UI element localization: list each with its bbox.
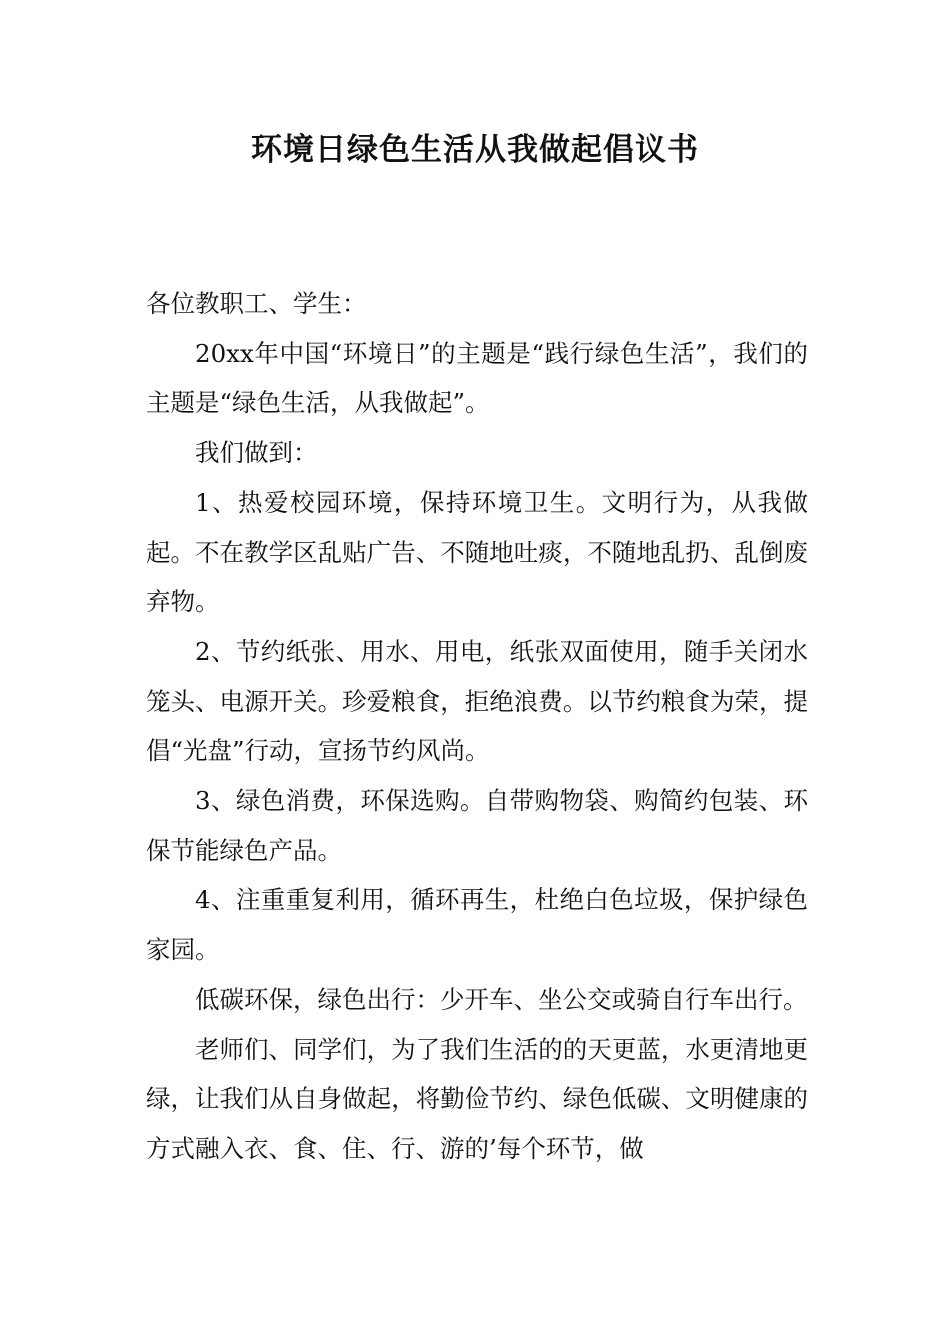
paragraph-item-4: 4、注重重复利用，循环再生，杜绝白色垃圾，保护绿色家园。 xyxy=(146,885,808,965)
salutation: 各位教职工、学生： xyxy=(146,289,367,318)
document-body xyxy=(146,279,808,1174)
paragraph-item-3: 3、绿色消费，环保选购。自带购物袋、购简约包装、环保节能绿色产品。 xyxy=(146,786,808,865)
document-title: 环境日绿色生活从我做起倡议书 xyxy=(251,132,699,168)
paragraph-closing: 老师们、同学们，为了我们生活的的天更蓝，水更清地更绿，让我们从自身做起，将勤俭节约、绿色低碳、文明健康的方式融入衣、食、住、行、游的’每个环节，做 xyxy=(146,1034,808,1163)
paragraph-item-2: 2、节约纸张、用水、用电，纸张双面使用，随手关闭水笼头、电源开关。珍爱粮食，拒绝浪费。以节约粮食为荣，提倡“光盘”行动，宣扬节约风尚。 xyxy=(146,636,808,766)
paragraph-we-do: 我们做到： xyxy=(195,438,318,468)
paragraph-theme: 20xx年中国“环境日”的主题是“践行绿色生活”，我们的主题是“绿色生活，从我做起”。 xyxy=(146,338,808,418)
paragraph-low-carbon: 低碳环保，绿色出行：少开车、坐公交或骑自行车出行。 xyxy=(195,984,808,1014)
paragraph-item-1: 1、热爱校园环境，保持环境卫生。文明行为，从我做起。不在教学区乱贴广告、不随地吐痰，不随地乱扔、乱倒废弃物。 xyxy=(146,487,808,617)
